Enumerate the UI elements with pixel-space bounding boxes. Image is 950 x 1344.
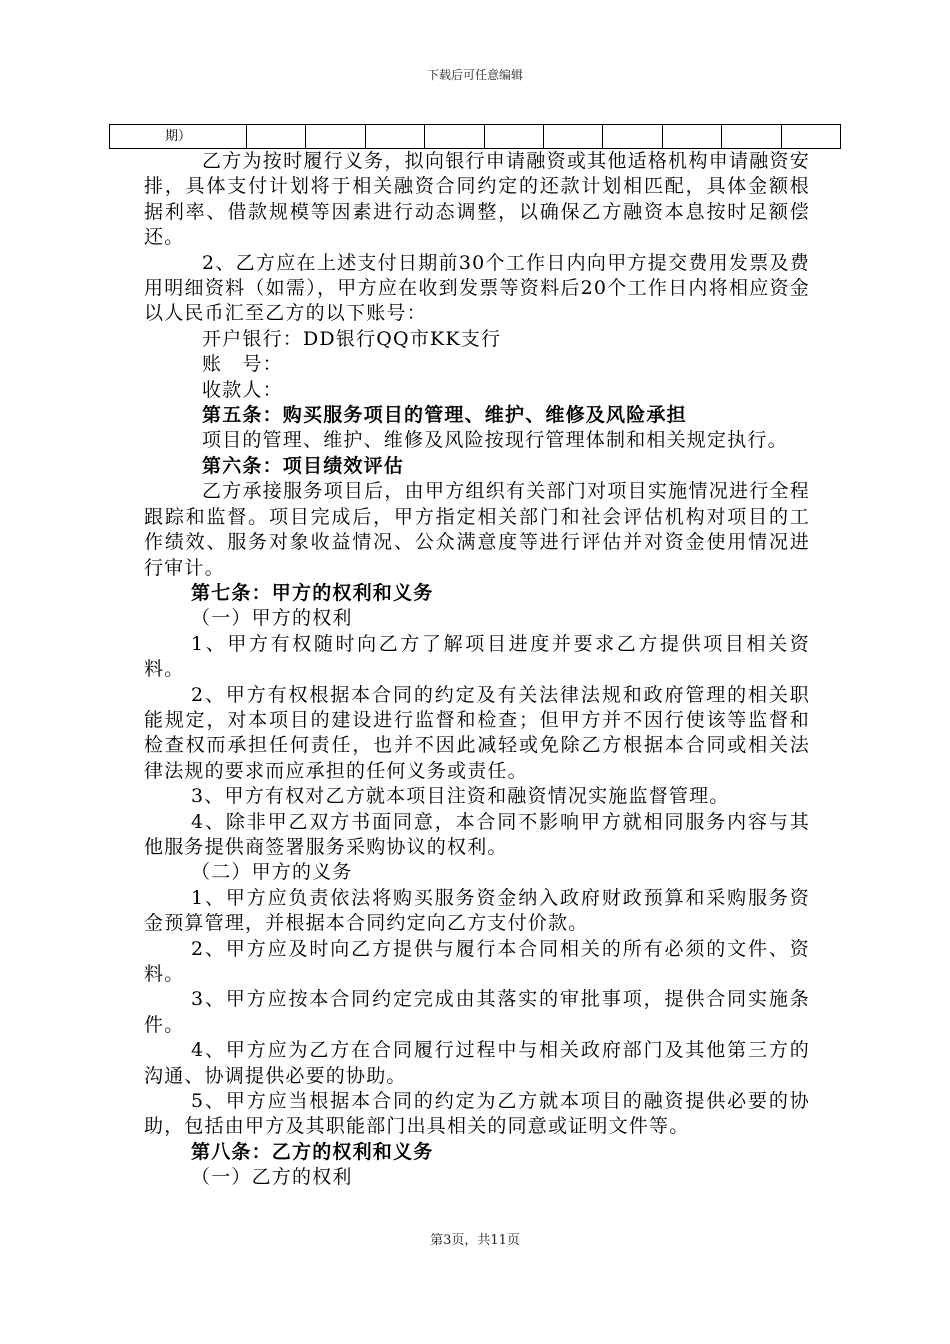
paragraph: 1、甲方应负责依法将购买服务资金纳入政府财政预算和采购服务资金预算管理，并根据本合同约定向乙方支付价款。 <box>144 886 810 935</box>
page-footer: 第3页，共11页 <box>430 1233 520 1248</box>
paragraph: 2、甲方应及时向乙方提供与履行本合同相关的所有必须的文件、资料。 <box>144 937 810 985</box>
table-row <box>110 125 841 149</box>
page-header: 下载后可任意编辑 <box>426 68 523 82</box>
paragraph: 1、甲方有权随时向乙方了解项目进度并要求乙方提供项目相关资料。 <box>144 632 810 681</box>
table-cell <box>484 125 543 149</box>
section-heading: 第六条：项目绩效评估 <box>202 454 405 477</box>
table-cell <box>722 125 781 149</box>
table-cell <box>365 125 424 149</box>
paragraph: 4、甲方应为乙方在合同履行过程中与相关政府部门及其他第三方的沟通、协调提供必要的协助。 <box>144 1039 810 1087</box>
table-cell <box>425 125 484 149</box>
table-cell <box>781 125 840 149</box>
document-body <box>144 149 810 1191</box>
section-heading: 第五条：购买服务项目的管理、维护、维修及风险承担 <box>202 404 687 427</box>
paragraph: 3、甲方有权对乙方就本项目注资和融资情况实施监督管理。 <box>191 785 730 808</box>
paragraph: 乙方承接服务项目后，由甲方组织有关部门对项目实施情况进行全程跟踪和监督。项目完成后，甲方指定相关部门和社会评估机构对项目的工作绩效、服务对象收益情况、公众满意度等进行评估并对资金使用情况进行审计。 <box>144 480 810 579</box>
section-heading: 第八条：乙方的权利和义务 <box>191 1140 434 1163</box>
table-cell <box>662 125 721 149</box>
table-cell-label: 期） <box>110 125 247 149</box>
paragraph: （一）甲方的权利 <box>191 607 353 630</box>
table-cell <box>603 125 662 149</box>
paragraph: 4、除非甲乙双方书面同意，本合同不影响甲方就相同服务内容与其他服务提供商签署服务采购协议的权利。 <box>144 810 810 858</box>
paragraph: 2、乙方应在上述支付日期前30个工作日内向甲方提交费用发票及费用明细资料（如需），甲方应在收到发票等资料后20个工作日内将相应资金以人民币汇至乙方的以下账号： <box>144 251 810 325</box>
paragraph: 2、甲方有权根据本合同的约定及有关法律法规和政府管理的相关职能规定，对本项目的建设进行监督和检查；但甲方并不因行使该等监督和检查权而承担任何责任，也并不因此减轻或免除乙方根据本合同或相关法律法规的要求而应承担的任何义务或责任。 <box>144 683 810 782</box>
table-fragment <box>109 124 841 149</box>
paragraph: 开户银行：DD银行QQ市KK支行 <box>202 327 502 350</box>
table-cell <box>543 125 602 149</box>
paragraph: 3、甲方应按本合同约定完成由其落实的审批事项，提供合同实施条件。 <box>144 988 810 1036</box>
paragraph: 收款人： <box>202 378 283 401</box>
table-cell <box>247 125 306 149</box>
paragraph: 项目的管理、维护、维修及风险按现行管理体制和相关规定执行。 <box>202 429 788 452</box>
section-heading: 第七条：甲方的权利和义务 <box>191 581 434 604</box>
table-cell <box>306 125 365 149</box>
paragraph: 5、甲方应当根据本合同的约定为乙方就本项目的融资提供必要的协助，包括由甲方及其职能部门出具相关的同意或证明文件等。 <box>144 1090 810 1138</box>
paragraph: （一）乙方的权利 <box>191 1166 353 1189</box>
paragraph: 账 号： <box>202 353 283 376</box>
paragraph: 乙方为按时履行义务，拟向银行申请融资或其他适格机构申请融资安排，具体支付计划将于相关融资合同约定的还款计划相匹配，具体金额根据利率、借款规模等因素进行动态调整，以确保乙方融资本息按时足额偿还。 <box>144 150 810 249</box>
paragraph: （二）甲方的义务 <box>191 861 353 884</box>
